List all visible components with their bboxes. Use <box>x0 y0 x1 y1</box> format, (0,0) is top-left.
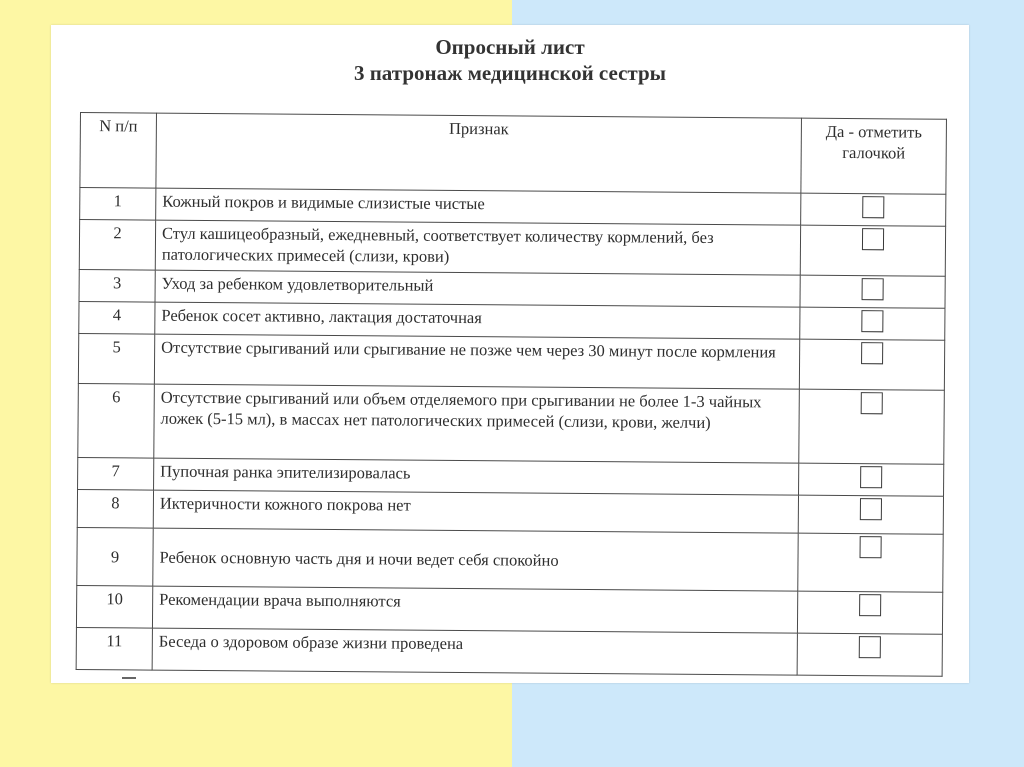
table-row <box>77 527 943 592</box>
table-row <box>76 585 942 634</box>
checkbox[interactable] <box>861 392 883 414</box>
table-row <box>78 383 945 464</box>
checkbox[interactable] <box>862 196 884 218</box>
row-checkbox-cell <box>798 533 943 592</box>
header-number: N п/п <box>80 113 157 189</box>
row-checkbox-cell <box>797 591 942 634</box>
header-sign: Признак <box>156 113 802 193</box>
checkbox[interactable] <box>859 594 881 616</box>
row-text: Ребенок сосет активно, лактация достаточная <box>155 302 800 339</box>
row-checkbox-cell <box>799 463 944 496</box>
table-header-row <box>80 113 947 195</box>
row-number: 8 <box>77 489 153 528</box>
row-number: 4 <box>79 301 155 334</box>
table-row <box>78 333 944 390</box>
row-text: Отсутствие срыгиваний или срыгивание не позже чем через 30 минут после кормления <box>154 334 799 389</box>
row-number: 11 <box>76 627 152 670</box>
row-text: Пупочная ранка эпителизировалась <box>154 458 799 495</box>
row-checkbox-cell <box>800 225 945 276</box>
checkbox[interactable] <box>862 278 884 300</box>
row-number: 7 <box>78 457 154 490</box>
row-checkbox-cell <box>797 633 942 676</box>
checkbox[interactable] <box>861 342 883 364</box>
checkbox[interactable] <box>860 498 882 520</box>
row-text: Рекомендации врача выполняются <box>152 586 797 633</box>
page-subtitle: 3 патронаж медицинской сестры <box>353 61 667 85</box>
table-row <box>79 220 945 277</box>
table-row <box>76 627 942 676</box>
row-text: Кожный покров и видимые слизистые чистые <box>156 188 801 225</box>
row-number: 3 <box>79 269 155 302</box>
row-number: 1 <box>80 188 156 221</box>
row-text: Стул кашицеобразный, ежедневный, соответствует количеству кормлений, без патологических примесей (слизи, крови) <box>155 220 800 275</box>
row-checkbox-cell <box>801 193 946 226</box>
row-number: 9 <box>77 527 153 586</box>
row-text: Беседа о здоровом образе жизни проведена <box>152 628 797 675</box>
row-number: 10 <box>76 585 152 628</box>
page-title: Опросный лист <box>435 35 585 59</box>
row-checkbox-cell <box>800 307 945 340</box>
checkbox[interactable] <box>859 636 881 658</box>
questionnaire-table <box>76 112 947 677</box>
row-checkbox-cell <box>800 275 945 308</box>
row-text: Уход за ребенком удовлетворительный <box>155 270 800 307</box>
cut-off-text-mark <box>122 677 136 685</box>
row-checkbox-cell <box>799 339 944 390</box>
checkbox[interactable] <box>862 228 884 250</box>
row-checkbox-cell <box>798 495 943 534</box>
questionnaire-sheet <box>51 25 969 683</box>
row-checkbox-cell <box>799 389 945 464</box>
checkbox[interactable] <box>860 466 882 488</box>
row-number: 5 <box>78 333 154 384</box>
row-text: Отсутствие срыгиваний или объем отделяемого при срыгивании не более 1-3 чайных ложек (5-15 мл), в массах нет патологических примесей (слизи, крови, желчи) <box>154 384 800 463</box>
row-number: 2 <box>79 220 155 271</box>
row-text: Ребенок основную часть дня и ночи ведет себя спокойно <box>153 528 798 591</box>
row-number: 6 <box>78 383 155 458</box>
checkbox[interactable] <box>861 310 883 332</box>
header-check: Да - отметить галочкой <box>801 118 947 194</box>
row-text: Иктеричности кожного покрова нет <box>153 490 798 533</box>
checkbox[interactable] <box>860 536 882 558</box>
